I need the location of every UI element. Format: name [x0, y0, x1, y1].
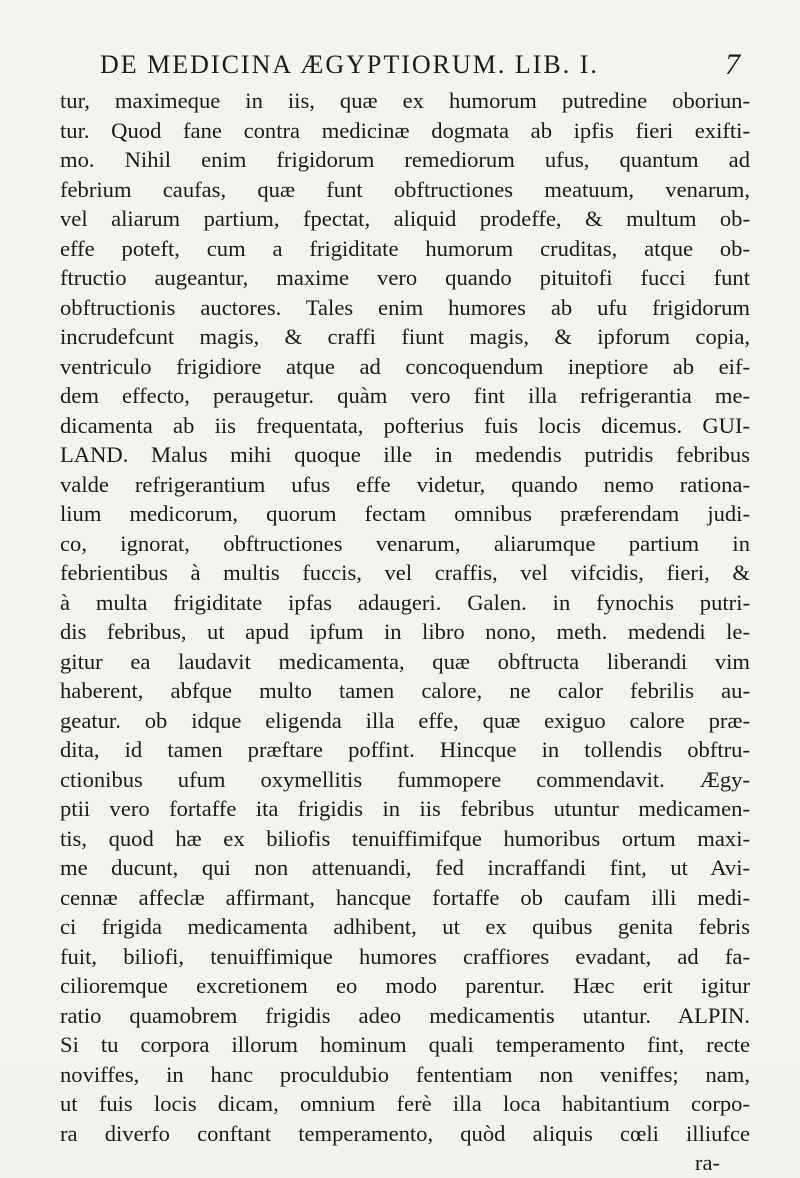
text-line: ra diverfo conftant temperamento, quòd aliquis cœli illiufce — [60, 1120, 750, 1146]
text-line: incrudefcunt magis, & craffi fiunt magis, & ipforum copia, — [60, 324, 750, 349]
text-line: ptii vero fortaffe ita frigidis in iis febribus utuntur medicamen- — [60, 796, 750, 821]
text-line: gitur ea laudavit medicamenta, quæ obftructa liberandi vim — [60, 648, 750, 674]
text-line: fuit, biliofi, tenuiffimique humores craffiores evadant, ad fa- — [60, 943, 750, 969]
text-line: valde refrigerantium ufus effe videtur, quando nemo rationa- — [60, 471, 750, 497]
text-line: LAND. Malus mihi quoque ille in medendis putridis febribus — [60, 442, 750, 467]
text-line: me ducunt, qui non attenuandi, fed incraffandi fint, ut Avi- — [60, 855, 750, 880]
text-line: tur. Quod fane contra medicinæ dogmata ab ipfis fieri exifti- — [60, 117, 750, 143]
text-line: ut fuis locis dicam, omnium ferè illa loca habitantium corpo- — [60, 1091, 750, 1116]
text-line: febrium caufas, quæ funt obftructiones meatuum, venarum, — [60, 176, 750, 202]
text-line: geatur. ob idque eligenda illa effe, quæ exiguo calore præ- — [60, 707, 750, 733]
text-line: mo. Nihil enim frigidorum remediorum ufus, quantum ad — [60, 147, 750, 172]
body-text — [60, 86, 750, 1178]
catchword: ra- — [694, 1150, 720, 1175]
text-line: dicamenta ab iis frequentata, pofterius fuis locis dicemus. GUI- — [60, 412, 750, 438]
text-line: cennæ affeclæ affirmant, hancque fortaffe ob caufam illi medi- — [60, 884, 750, 910]
text-line: à multa frigiditate ipfas adaugeri. Galen. in fynochis putri- — [60, 589, 750, 615]
text-line: cilioremque excretionem eo modo parentur. Hæc erit igitur — [60, 973, 750, 998]
text-line: tur, maximeque in iis, quæ ex humorum putredine oboriun- — [60, 88, 750, 113]
text-line: ratio quamobrem frigidis adeo medicamentis utantur. ALPIN. — [60, 1002, 750, 1028]
text-line: dis febribus, ut apud ipfum in libro nono, meth. medendi le- — [60, 619, 750, 644]
page-number: 7 — [725, 48, 740, 81]
text-line: obftructionis auctores. Tales enim humores ab ufu frigidorum — [60, 294, 750, 320]
text-line: ctionibus ufum oxymellitis fummopere commendavit. Ægy- — [60, 766, 750, 792]
running-head: DE MEDICINA ÆGYPTIORUM. LIB. I. — [100, 50, 599, 79]
text-line: tis, quod hæ ex biliofis tenuiffimifque humoribus ortum maxi- — [60, 825, 750, 851]
text-line: noviffes, in hanc proculdubio fententiam non veniffes; nam, — [60, 1061, 750, 1087]
text-line: haberent, abfque multo tamen calore, ne calor febrilis au- — [60, 678, 750, 703]
text-line: Si tu corpora illorum hominum quali temperamento fint, recte — [60, 1032, 750, 1057]
text-line: effe poteft, cum a frigiditate humorum cruditas, atque ob- — [60, 235, 750, 261]
text-line: febrientibus à multis fuccis, vel craffis, vel vifcidis, fieri, & — [60, 560, 750, 585]
text-line: dita, id tamen præftare poffint. Hincque in tollendis obftru- — [60, 737, 750, 762]
text-line: co, ignorat, obftructiones venarum, aliarumque partium in — [60, 530, 750, 556]
text-line: ventriculo frigidiore atque ad concoquendum ineptiore ab eif- — [60, 353, 750, 379]
page-header — [100, 46, 740, 86]
text-line: lium medicorum, quorum fectam omnibus præferendam judi- — [60, 501, 750, 526]
text-line: ftructio augeantur, maxime vero quando pituitofi fucci funt — [60, 265, 750, 290]
text-line: ci frigida medicamenta adhibent, ut ex quibus genita febris — [60, 914, 750, 939]
text-line: dem effecto, peraugetur. quàm vero fint illa refrigerantia me- — [60, 383, 750, 408]
text-line: vel aliarum partium, fpectat, aliquid prodeffe, & multum ob- — [60, 206, 750, 231]
